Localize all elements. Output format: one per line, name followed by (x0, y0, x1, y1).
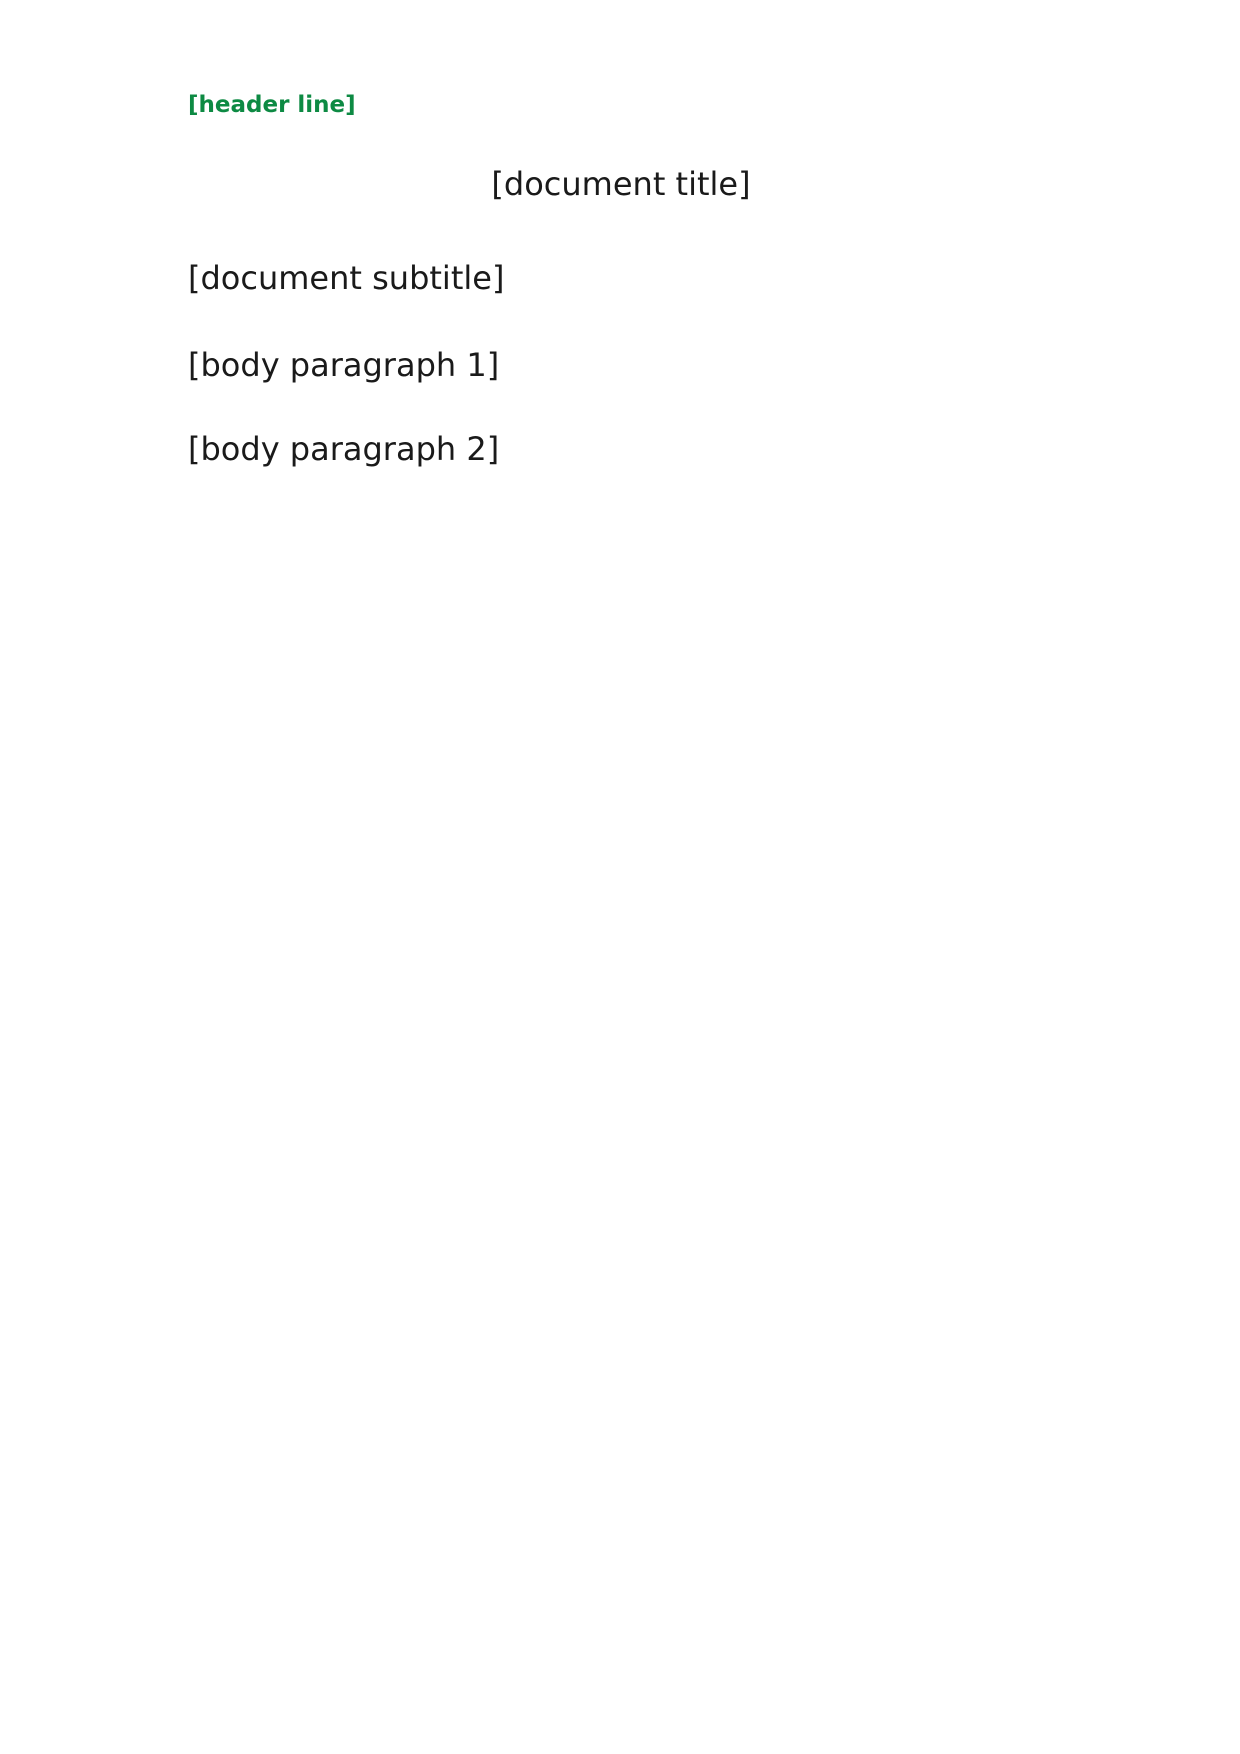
document-title: [document title] (491, 165, 751, 203)
document-subtitle: [document subtitle] (188, 259, 505, 297)
body-paragraph-section-one: [body paragraph 2] (188, 430, 500, 468)
body-paragraph-intro: [body paragraph 1] (188, 346, 500, 384)
platform-header: [header line] (188, 92, 356, 118)
